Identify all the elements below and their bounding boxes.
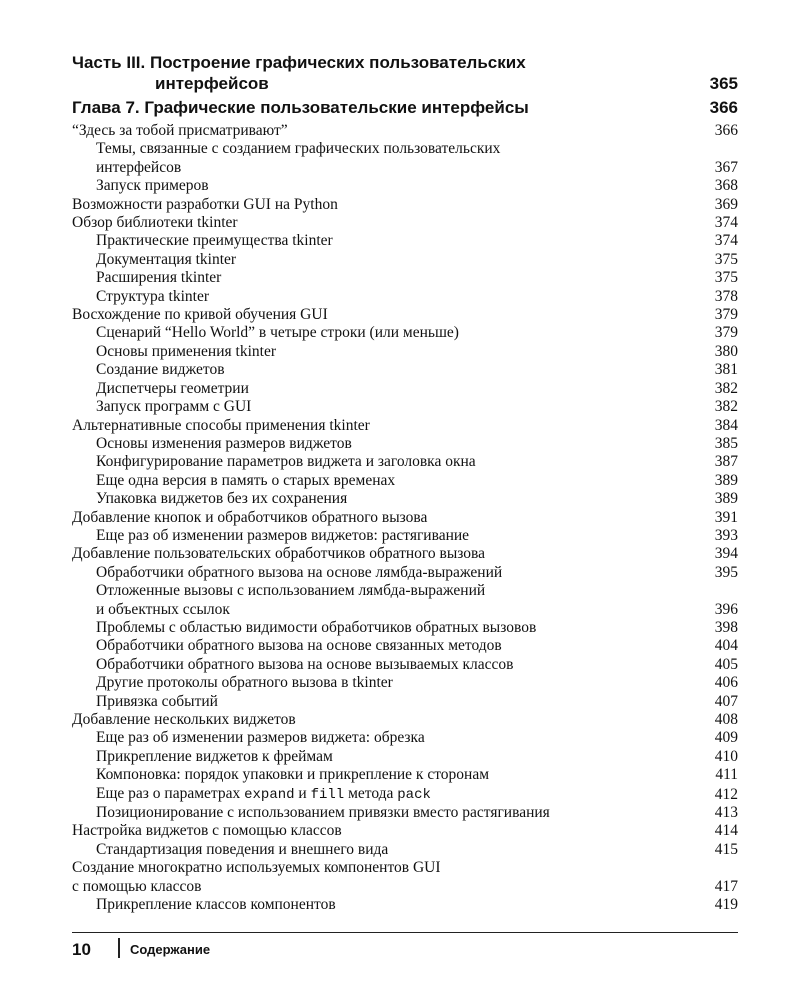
toc-entry bbox=[72, 417, 738, 435]
toc-entry bbox=[72, 435, 738, 453]
toc-part-heading bbox=[72, 52, 738, 94]
toc-entry-page: 414 bbox=[714, 822, 738, 840]
footer-divider bbox=[72, 932, 738, 933]
part-title-line1: Часть III. Построение графических пользовательских bbox=[72, 53, 526, 72]
toc-entry bbox=[72, 545, 738, 563]
toc-entry bbox=[72, 306, 738, 324]
toc-entry-text: Обработчики обратного вызова на основе лямбда-выражений bbox=[96, 563, 503, 581]
toc-entry-text: Конфигурирование параметров виджета и заголовка окна bbox=[96, 453, 476, 471]
toc-entry-page: 379 bbox=[714, 306, 738, 324]
toc-entry-text: метода bbox=[344, 784, 398, 802]
toc-entry-text: Сценарий “Hello World” в четыре строки (или меньше) bbox=[96, 324, 459, 342]
toc-entry bbox=[72, 232, 738, 250]
toc-entry-page: 389 bbox=[714, 471, 738, 489]
toc-entry bbox=[72, 196, 738, 214]
toc-entry-text-cont: интерфейсов bbox=[96, 158, 182, 176]
toc-entry-page: 374 bbox=[714, 214, 738, 232]
toc-entry-page: 398 bbox=[714, 618, 738, 636]
toc-entry-text: Запуск примеров bbox=[96, 177, 209, 195]
toc-entry bbox=[72, 453, 738, 471]
toc-entry-page: 382 bbox=[714, 379, 738, 397]
toc-entry-text: Обработчики обратного вызова на основе вызываемых классов bbox=[96, 655, 514, 673]
toc-entry-page: 419 bbox=[714, 896, 738, 914]
toc-entry bbox=[72, 324, 738, 342]
toc-entry bbox=[72, 785, 738, 804]
toc-entry-text: Обработчики обратного вызова на основе связанных методов bbox=[96, 637, 502, 655]
toc-entry-page: 382 bbox=[714, 398, 738, 416]
toc-entry-text: Основы применения tkinter bbox=[96, 342, 276, 360]
toc-entry-text: Темы, связанные с созданием графических пользовательских bbox=[96, 140, 501, 158]
toc-entry-page: 393 bbox=[714, 526, 738, 544]
toc-entry-page: 381 bbox=[714, 361, 738, 379]
toc-entry bbox=[72, 251, 738, 269]
toc-entry-page: 385 bbox=[714, 434, 738, 452]
toc-entry bbox=[72, 693, 738, 711]
toc-entry-text: Создание многократно используемых компонентов GUI bbox=[72, 859, 441, 877]
toc-entry bbox=[72, 637, 738, 655]
toc-entry-page: 407 bbox=[714, 692, 738, 710]
toc-entry-page: 375 bbox=[714, 269, 738, 287]
toc-entry bbox=[72, 140, 738, 177]
running-title: Содержание bbox=[130, 942, 211, 957]
toc-entry-page: 405 bbox=[714, 655, 738, 673]
toc-entry bbox=[72, 527, 738, 545]
toc-entry-page: 379 bbox=[714, 324, 738, 342]
toc-entry-page: 404 bbox=[714, 637, 738, 655]
toc-entry-page: 412 bbox=[714, 785, 738, 803]
toc-entry bbox=[72, 582, 738, 619]
toc-entry-page: 384 bbox=[714, 416, 738, 434]
toc-entry-text: Основы изменения размеров виджетов bbox=[96, 434, 352, 452]
toc-entry bbox=[72, 896, 738, 914]
toc-entry-text: Возможности разработки GUI на Python bbox=[72, 195, 338, 213]
toc-entry bbox=[72, 748, 738, 766]
toc-entry-page: 367 bbox=[714, 158, 738, 176]
toc-entry-text: и bbox=[294, 784, 311, 802]
toc-entry bbox=[72, 269, 738, 287]
toc-entry-text-cont: и объектных ссылок bbox=[96, 600, 230, 618]
toc-entry-page: 411 bbox=[715, 766, 738, 784]
toc-entry-page: 394 bbox=[714, 545, 738, 563]
toc-entry-text: Диспетчеры геометрии bbox=[96, 379, 249, 397]
toc-entry bbox=[72, 674, 738, 692]
toc-entry-text: Еще раз об изменении размеров виджетов: растягивание bbox=[96, 526, 470, 544]
toc-entry-page: 369 bbox=[714, 195, 738, 213]
toc-entry-text: Компоновка: порядок упаковки и прикрепление к сторонам bbox=[96, 766, 490, 784]
toc-entry-text: Отложенные вызовы с использованием лямбда-выражений bbox=[96, 582, 486, 600]
toc-entry bbox=[72, 288, 738, 306]
footer-separator bbox=[118, 938, 120, 958]
code-pack: pack bbox=[397, 786, 431, 803]
toc-entry bbox=[72, 509, 738, 527]
code-expand: expand bbox=[244, 786, 295, 803]
table-of-contents bbox=[72, 52, 738, 914]
toc-entry-text: Запуск программ с GUI bbox=[96, 398, 252, 416]
toc-entry bbox=[72, 361, 738, 379]
page-footer bbox=[72, 932, 738, 960]
toc-entry bbox=[72, 122, 738, 140]
toc-entry-text: Создание виджетов bbox=[96, 361, 225, 379]
toc-entry-text: Позиционирование с использованием привязки вместо растягивания bbox=[96, 804, 550, 822]
toc-entry-text: Другие протоколы обратного вызова в tkinter bbox=[96, 674, 393, 692]
toc-entry-page: 409 bbox=[714, 729, 738, 747]
chapter-title: Глава 7. Графические пользовательские интерфейсы bbox=[72, 98, 529, 117]
toc-entry-text: Добавление кнопок и обработчиков обратного вызова bbox=[72, 508, 428, 526]
toc-entry-page: 395 bbox=[714, 563, 738, 581]
toc-entry-text: Проблемы с областью видимости обработчиков обратных вызовов bbox=[96, 618, 537, 636]
toc-entry-page: 378 bbox=[714, 287, 738, 305]
toc-entry-page: 366 bbox=[714, 122, 738, 139]
toc-entry-page: 415 bbox=[714, 840, 738, 858]
toc-entry-text: Расширения tkinter bbox=[96, 269, 222, 287]
toc-entry-text: Практические преимущества tkinter bbox=[96, 232, 333, 250]
toc-entry-text: “Здесь за тобой присматривают” bbox=[72, 122, 288, 139]
toc-entry-page: 374 bbox=[714, 232, 738, 250]
toc-entry bbox=[72, 472, 738, 490]
toc-entry-text: Восхождение по кривой обучения GUI bbox=[72, 306, 328, 324]
toc-entry-text: Еще одна версия в память о старых временах bbox=[96, 471, 396, 489]
toc-entry-page: 408 bbox=[714, 711, 738, 728]
toc-entry bbox=[72, 490, 738, 508]
toc-entry-text: Еще раз о параметрах bbox=[96, 784, 245, 802]
toc-entry-page: 417 bbox=[714, 877, 738, 895]
toc-entry-page: 396 bbox=[714, 600, 738, 618]
toc-entry-text: Упаковка виджетов без их сохранения bbox=[96, 490, 348, 508]
toc-entry-page: 410 bbox=[714, 747, 738, 765]
toc-entry-text: Добавление нескольких виджетов bbox=[72, 711, 296, 728]
toc-entry-page: 380 bbox=[714, 342, 738, 360]
toc-entry-text: Настройка виджетов с помощью классов bbox=[72, 822, 342, 840]
part-page-number: 365 bbox=[709, 74, 738, 93]
toc-entry-text: Прикрепление виджетов к фреймам bbox=[96, 747, 333, 765]
toc-entry bbox=[72, 656, 738, 674]
toc-entry-text: Стандартизация поведения и внешнего вида bbox=[96, 840, 389, 858]
toc-entry-page: 406 bbox=[714, 674, 738, 692]
toc-entry-text: Альтернативные способы применения tkinter bbox=[72, 416, 370, 434]
toc-entry bbox=[72, 859, 738, 896]
toc-entry-text: Еще раз об изменении размеров виджета: обрезка bbox=[96, 729, 425, 747]
toc-entry-page: 391 bbox=[714, 508, 738, 526]
toc-entry-page: 413 bbox=[714, 804, 738, 822]
toc-entry bbox=[72, 822, 738, 840]
toc-chapter-heading bbox=[72, 97, 738, 118]
toc-entry-page: 389 bbox=[714, 490, 738, 508]
toc-entry bbox=[72, 711, 738, 729]
toc-entry-page: 375 bbox=[714, 250, 738, 268]
toc-entry-text: Структура tkinter bbox=[96, 287, 210, 305]
toc-entry bbox=[72, 619, 738, 637]
toc-entry bbox=[72, 380, 738, 398]
toc-entry bbox=[72, 343, 738, 361]
part-title-line2: интерфейсов bbox=[155, 74, 269, 93]
toc-entry bbox=[72, 214, 738, 232]
toc-entry-text: Обзор библиотеки tkinter bbox=[72, 214, 238, 232]
page-number: 10 bbox=[72, 940, 91, 959]
toc-entry bbox=[72, 398, 738, 416]
toc-entry-text-cont: с помощью классов bbox=[72, 877, 202, 895]
toc-entry bbox=[72, 177, 738, 195]
toc-entry bbox=[72, 729, 738, 747]
toc-entry-text: Документация tkinter bbox=[96, 250, 237, 268]
toc-entry bbox=[72, 766, 738, 784]
toc-entry-page: 368 bbox=[714, 177, 738, 195]
toc-entry-text: Добавление пользовательских обработчиков обратного вызова bbox=[72, 545, 486, 563]
toc-entry bbox=[72, 564, 738, 582]
toc-entry bbox=[72, 841, 738, 859]
chapter-page-number: 366 bbox=[709, 98, 738, 117]
code-fill: fill bbox=[310, 786, 345, 803]
toc-entry-text: Привязка событий bbox=[96, 692, 218, 710]
toc-entry bbox=[72, 804, 738, 822]
toc-entry-text: Прикрепление классов компонентов bbox=[96, 896, 336, 914]
toc-entry-page: 387 bbox=[714, 453, 738, 471]
